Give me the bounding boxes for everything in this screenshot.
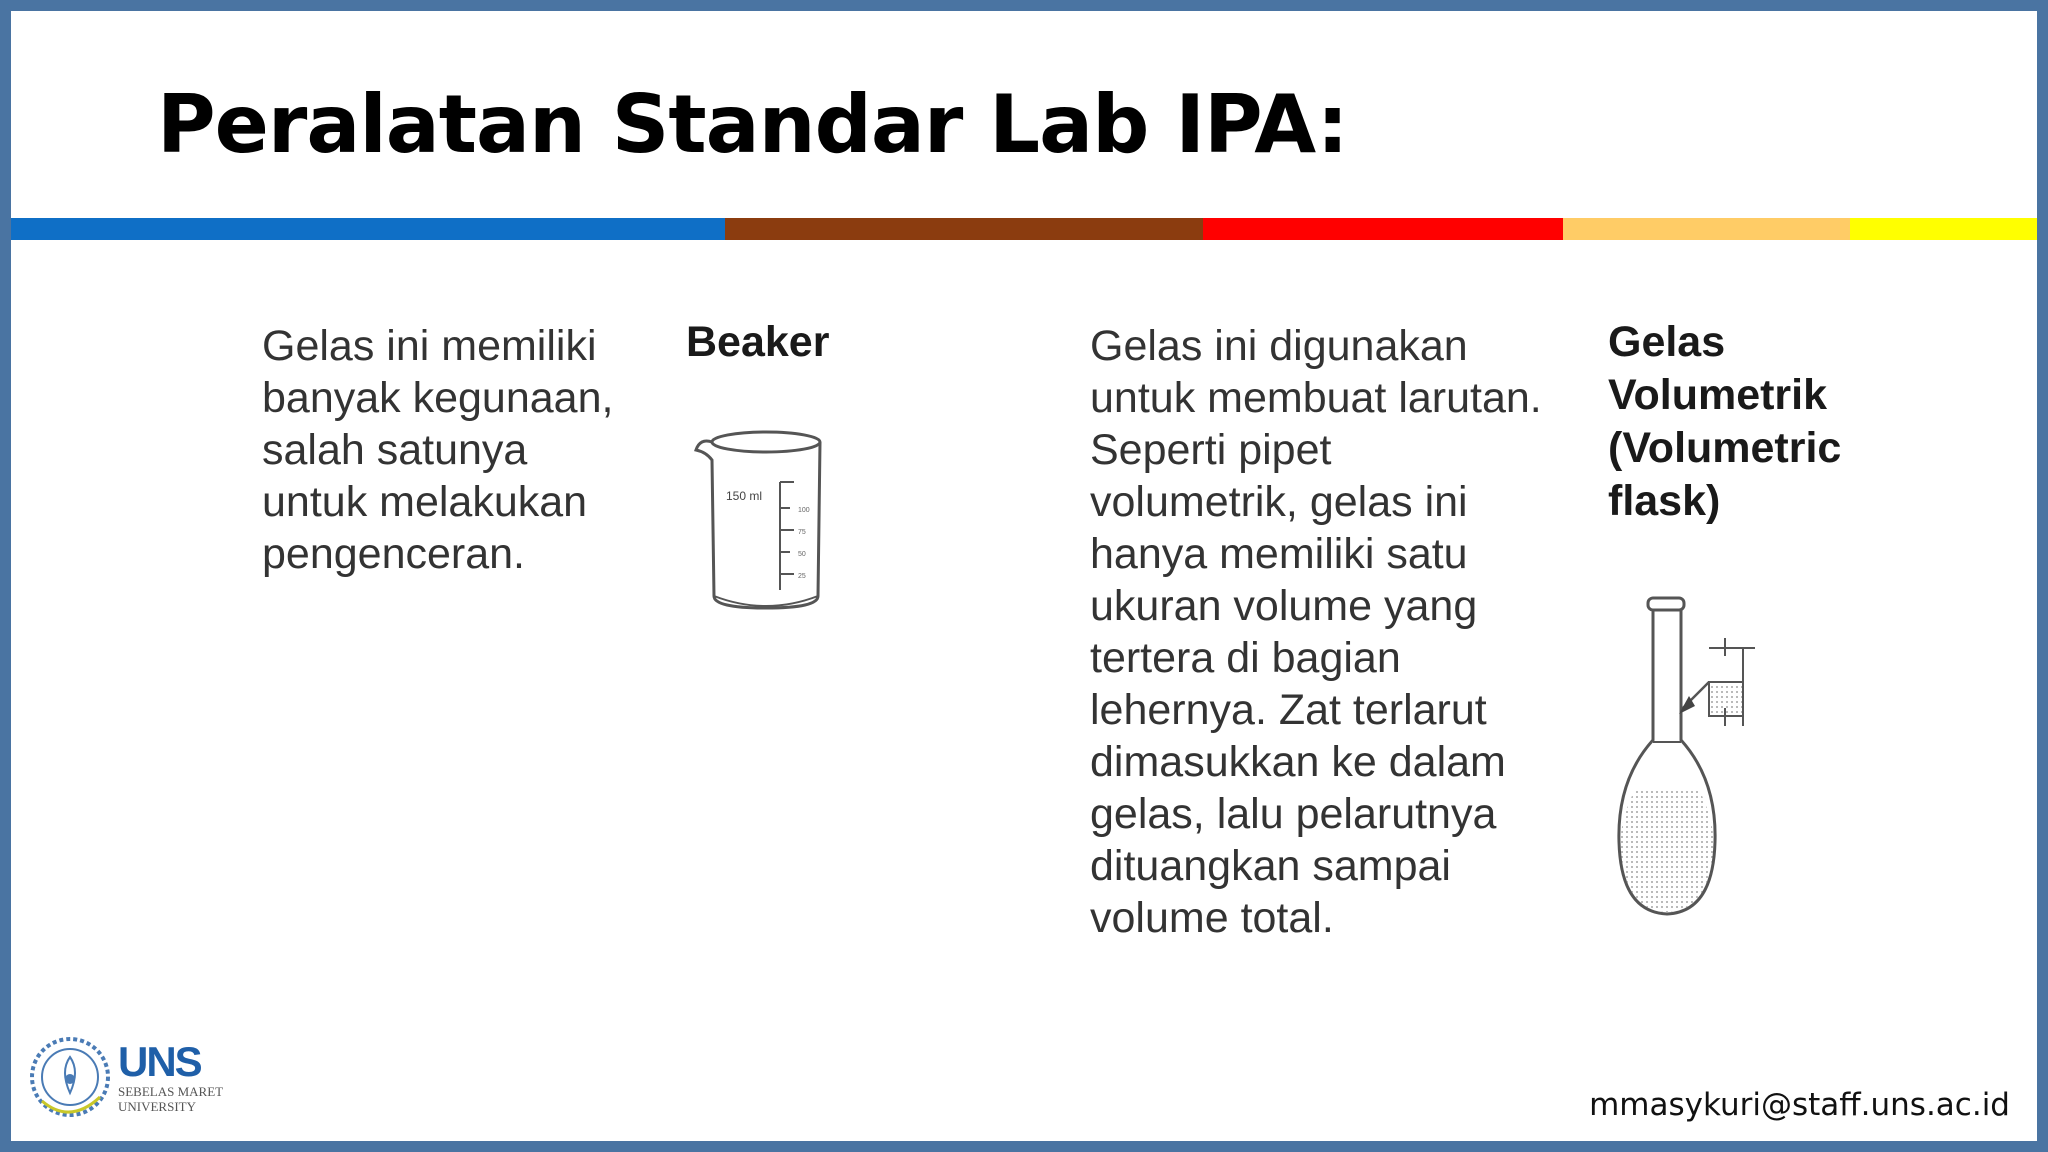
beaker-volume-marking: 150 ml bbox=[726, 489, 763, 503]
uns-logo-emblem bbox=[28, 1035, 112, 1119]
uns-logo-text bbox=[118, 1040, 223, 1114]
beaker-illustration bbox=[688, 420, 838, 620]
uns-logo-name: UNS bbox=[118, 1038, 201, 1085]
stripe-blue bbox=[11, 218, 725, 240]
svg-text:50: 50 bbox=[798, 551, 806, 558]
beaker-description: Gelas ini memiliki banyak kegunaan, salah satunya untuk melakukan pengenceran. bbox=[262, 322, 614, 578]
svg-text:100: 100 bbox=[798, 507, 810, 514]
volumetric-flask-illustration bbox=[1605, 590, 1775, 930]
stripe-red bbox=[1203, 218, 1563, 240]
svg-text:25: 25 bbox=[798, 573, 806, 580]
flask-label: Gelas Volumetrik (Volumetric flask) bbox=[1608, 318, 1842, 525]
stripe-peach bbox=[1563, 218, 1850, 240]
uns-logo-subtitle-1: SEBELAS MARET bbox=[118, 1084, 224, 1099]
svg-text:75: 75 bbox=[798, 529, 806, 536]
stripe-yellow bbox=[1850, 218, 2037, 240]
uns-logo-subtitle-2: UNIVERSITY bbox=[118, 1099, 196, 1114]
slide-title: Peralatan Standar Lab IPA: bbox=[157, 78, 1348, 171]
footer-email: mmasykuri@staff.uns.ac.id bbox=[1589, 1087, 2010, 1123]
flask-description: Gelas ini digunakan untuk membuat larutan. Seperti pipet volumetrik, gelas ini hanya memiliki satu ukuran volume yang tertera di bagian lehernya. Zat terlarut dimasukkan ke dalam gelas, lalu pelarutnya dituangkan sampai volume total. bbox=[1090, 322, 1542, 942]
beaker-label: Beaker bbox=[686, 318, 830, 366]
color-stripe-bar bbox=[11, 218, 2037, 240]
stripe-brown bbox=[725, 218, 1203, 240]
